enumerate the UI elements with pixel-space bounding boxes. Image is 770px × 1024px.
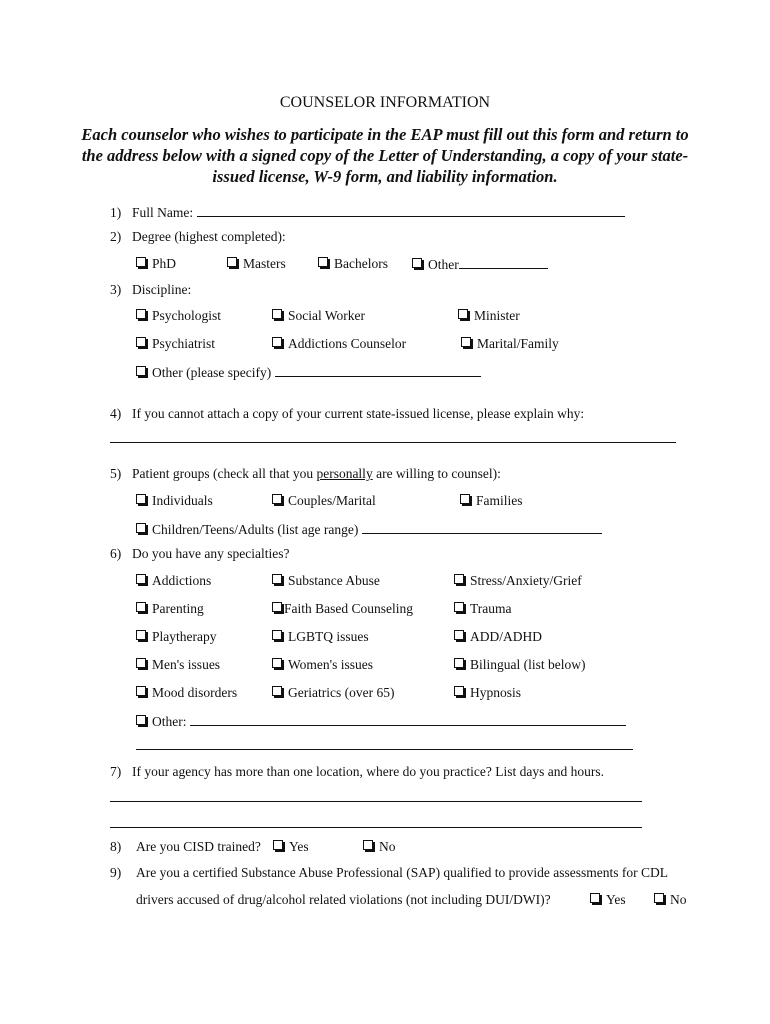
patient-groups-emphasis: personally	[316, 466, 373, 481]
checkbox-bachelors[interactable]	[318, 256, 388, 272]
option-label: Trauma	[470, 601, 512, 616]
checkbox-couples-marital[interactable]	[272, 493, 376, 509]
checkbox-other-degree[interactable]	[412, 256, 548, 273]
option-label: Geriatrics (over 65)	[288, 685, 395, 700]
checkbox-icon[interactable]	[454, 686, 464, 696]
checkbox-icon[interactable]	[318, 257, 328, 267]
checkbox-icon[interactable]	[272, 337, 282, 347]
option-label: PhD	[152, 256, 177, 271]
checkbox-psychologist[interactable]	[136, 308, 221, 324]
checkbox-icon[interactable]	[272, 574, 282, 584]
checkbox-parenting[interactable]	[136, 601, 204, 617]
checkbox-mens-issues[interactable]	[136, 657, 220, 673]
checkbox-icon[interactable]	[454, 602, 464, 612]
checkbox-lgbtq[interactable]	[272, 629, 369, 645]
page-title: COUNSELOR INFORMATION	[279, 94, 491, 111]
option-label: Psychiatrist	[152, 336, 215, 351]
checkbox-bilingual[interactable]	[454, 657, 586, 673]
question-specialties	[110, 546, 289, 562]
checkbox-icon[interactable]	[461, 337, 471, 347]
option-label: Social Worker	[288, 308, 366, 323]
checkbox-icon[interactable]	[136, 337, 146, 347]
specialties-label: Do you have any specialties?	[132, 546, 290, 561]
checkbox-icon[interactable]	[136, 574, 146, 584]
question-full-name	[110, 204, 625, 221]
license-label: If you cannot attach a copy of your current state-issued license, please explain why:	[132, 406, 585, 421]
option-label: Bachelors	[334, 256, 388, 271]
option-label: Couples/Marital	[288, 493, 376, 508]
checkbox-icon[interactable]	[136, 630, 146, 640]
checkbox-icon[interactable]	[136, 658, 146, 668]
checkbox-playtherapy[interactable]	[136, 629, 216, 645]
checkbox-icon[interactable]	[227, 257, 237, 267]
checkbox-sap-yes[interactable]	[590, 892, 626, 908]
option-label: Children/Teens/Adults (list age range)	[152, 522, 359, 537]
checkbox-icon[interactable]	[654, 893, 664, 903]
question-number: 6)	[110, 546, 122, 561]
checkbox-icon[interactable]	[272, 309, 282, 319]
checkbox-other-specialty[interactable]	[136, 713, 626, 730]
option-label: Other (please specify)	[152, 365, 272, 380]
checkbox-families[interactable]	[460, 493, 523, 509]
checkbox-icon[interactable]	[460, 494, 470, 504]
question-locations	[110, 764, 604, 780]
checkbox-other-discipline[interactable]	[136, 364, 481, 381]
question-number: 3)	[110, 282, 122, 297]
checkbox-womens-issues[interactable]	[272, 657, 373, 673]
question-degree	[110, 229, 286, 245]
question-number: 8)	[110, 839, 122, 854]
sap-label-line1: Are you a certified Substance Abuse Professional (SAP) qualified to provide assessments for CDL	[136, 865, 669, 880]
checkbox-icon[interactable]	[136, 257, 146, 267]
locations-label: If your agency has more than one location, where do you practice? List days and hours.	[132, 764, 604, 779]
checkbox-cisd-yes[interactable]	[273, 839, 309, 855]
checkbox-icon[interactable]	[136, 366, 146, 376]
checkbox-add-adhd[interactable]	[454, 629, 542, 645]
discipline-label: Discipline:	[132, 282, 192, 297]
checkbox-trauma[interactable]	[454, 601, 512, 617]
checkbox-icon[interactable]	[272, 630, 282, 640]
option-label: Mood disorders	[152, 685, 238, 700]
option-label: Substance Abuse	[288, 573, 380, 588]
license-explanation-field[interactable]	[110, 442, 676, 443]
other-specialty-field[interactable]	[190, 713, 626, 726]
question-number: 4)	[110, 406, 122, 421]
checkbox-icon[interactable]	[136, 686, 146, 696]
checkbox-icon[interactable]	[454, 574, 464, 584]
option-label: Individuals	[152, 493, 213, 508]
option-label: LGBTQ issues	[288, 629, 369, 644]
checkbox-stress-anxiety-grief[interactable]	[454, 573, 582, 589]
checkbox-phd[interactable]	[136, 256, 176, 272]
question-number: 5)	[110, 466, 122, 481]
option-label: Stress/Anxiety/Grief	[470, 573, 582, 588]
patient-groups-label-end: are willing to counsel):	[372, 466, 501, 481]
checkbox-individuals[interactable]	[136, 493, 213, 509]
checkbox-icon[interactable]	[454, 630, 464, 640]
question-patient-groups	[110, 466, 501, 482]
checkbox-mood-disorders[interactable]	[136, 685, 237, 701]
checkbox-icon[interactable]	[136, 523, 146, 533]
checkbox-cisd-no[interactable]	[363, 839, 396, 855]
checkbox-icon[interactable]	[136, 494, 146, 504]
other-discipline-field[interactable]	[275, 364, 481, 377]
option-label: No	[670, 892, 687, 907]
checkbox-geriatrics[interactable]	[272, 685, 394, 701]
checkbox-masters[interactable]	[227, 256, 286, 272]
full-name-label: Full Name:	[132, 205, 194, 220]
checkbox-addictions-counselor[interactable]	[272, 336, 406, 352]
option-label: Faith Based Counseling	[284, 601, 413, 616]
checkbox-social-worker[interactable]	[272, 308, 365, 324]
option-label: Yes	[289, 839, 309, 854]
checkbox-hypnosis[interactable]	[454, 685, 521, 701]
option-label: Yes	[606, 892, 626, 907]
question-number: 9)	[110, 865, 122, 880]
other-specialty-field-line2[interactable]	[136, 749, 633, 750]
option-label: Addictions Counselor	[288, 336, 407, 351]
option-label: Families	[476, 493, 523, 508]
intro-instructions: Each counselor who wishes to participate in the EAP must fill out this form and return to the address below with a signed copy of the Letter of Understanding, a copy of your state-issued license, W-9 form, and liability information.	[81, 125, 689, 186]
question-license	[110, 406, 584, 422]
option-label: No	[379, 839, 396, 854]
locations-field-line2[interactable]	[110, 827, 642, 828]
option-label: Bilingual (list below)	[470, 657, 586, 672]
checkbox-icon[interactable]	[136, 602, 146, 612]
checkbox-minister[interactable]	[458, 308, 520, 324]
checkbox-marital-family[interactable]	[461, 336, 559, 352]
checkbox-icon[interactable]	[272, 602, 282, 612]
option-label: Women's issues	[288, 657, 373, 672]
option-label: ADD/ADHD	[470, 629, 542, 644]
age-range-field[interactable]	[362, 521, 602, 534]
option-label: Addictions	[152, 573, 212, 588]
checkbox-psychiatrist[interactable]	[136, 336, 215, 352]
option-label: Other	[428, 257, 459, 272]
checkbox-icon[interactable]	[590, 893, 600, 903]
checkbox-icon[interactable]	[454, 658, 464, 668]
checkbox-icon[interactable]	[136, 715, 146, 725]
checkbox-children-teens-adults[interactable]	[136, 521, 602, 538]
option-label: Psychologist	[152, 308, 222, 323]
option-label: Parenting	[152, 601, 204, 616]
option-label: Minister	[474, 308, 520, 323]
checkbox-icon[interactable]	[273, 840, 283, 850]
question-sap	[110, 865, 668, 881]
question-number: 1)	[110, 205, 122, 220]
option-label: Playtherapy	[152, 629, 217, 644]
full-name-field[interactable]	[197, 204, 625, 217]
checkbox-icon[interactable]	[272, 494, 282, 504]
checkbox-faith-based[interactable]	[272, 601, 413, 617]
option-label: Marital/Family	[477, 336, 559, 351]
locations-field-line1[interactable]	[110, 801, 642, 802]
option-label: Hypnosis	[470, 685, 522, 700]
checkbox-icon[interactable]	[272, 686, 282, 696]
patient-groups-label: Patient groups (check all that you	[132, 466, 317, 481]
checkbox-substance-abuse[interactable]	[272, 573, 380, 589]
checkbox-sap-no[interactable]	[654, 892, 687, 908]
question-number: 7)	[110, 764, 122, 779]
option-label: Other:	[152, 714, 187, 729]
question-cisd	[110, 839, 261, 855]
checkbox-addictions[interactable]	[136, 573, 211, 589]
checkbox-icon[interactable]	[136, 309, 146, 319]
checkbox-icon[interactable]	[272, 658, 282, 668]
cisd-label: Are you CISD trained?	[136, 839, 261, 854]
sap-label-line2: drivers accused of drug/alcohol related violations (not including DUI/DWI)?	[136, 892, 551, 907]
other-degree-field[interactable]	[459, 256, 548, 269]
question-discipline	[110, 282, 191, 298]
checkbox-icon[interactable]	[412, 258, 422, 268]
checkbox-icon[interactable]	[458, 309, 468, 319]
degree-label: Degree (highest completed):	[132, 229, 286, 244]
option-label: Men's issues	[152, 657, 221, 672]
option-label: Masters	[243, 256, 286, 271]
checkbox-icon[interactable]	[363, 840, 373, 850]
question-number: 2)	[110, 229, 122, 244]
